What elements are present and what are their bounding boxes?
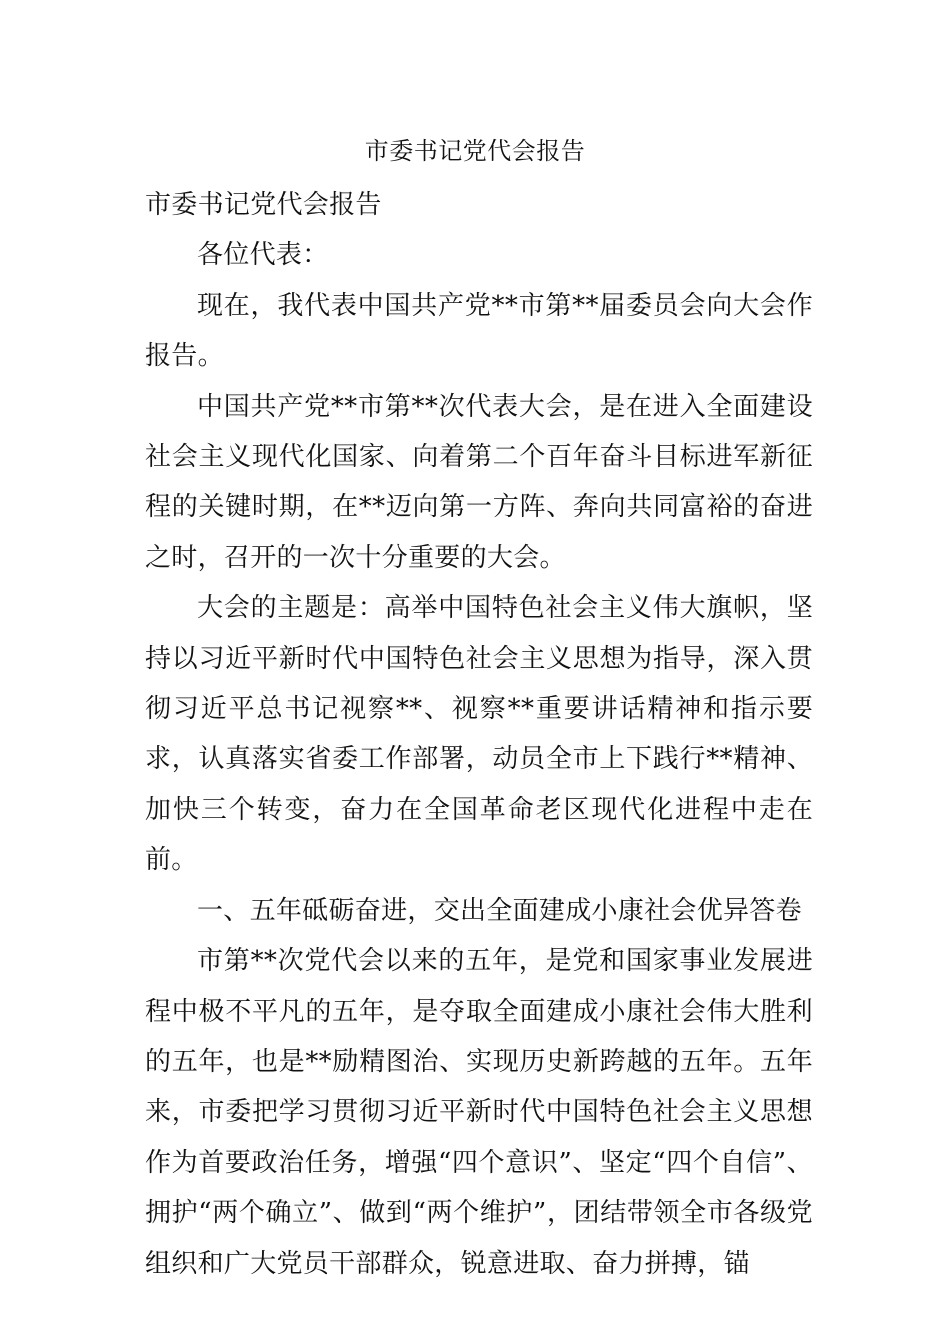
paragraph-salutation: 各位代表： — [197, 240, 329, 271]
section-heading: 一、五年砥砺奋进，交出全面建成小康社会优异答卷 — [197, 895, 802, 926]
document-body — [145, 180, 813, 1289]
paragraph-heading: 市委书记党代会报告 — [145, 190, 382, 220]
paragraph-theme: 大会的主题是：高举中国特色社会主义伟大旗帜，坚持以习近平新时代中国特色社会主义思想为指导，深入贯彻习近平总书记视察**、视察**重要讲话精神和指示要求，认真落实省委工作部署，动员全市上下践行**精神、加快三个转变，奋力在全国革命老区现代化进程中走在前。 — [145, 593, 813, 876]
page-title: 市委书记党代会报告 — [364, 137, 586, 165]
paragraph-significance: 中国共产党**市第**次代表大会，是在进入全面建设社会主义现代化国家、向着第二个百年奋斗目标进军新征程的关键时期，在**迈向第一方阵、奔向共同富裕的奋进之时，召开的一次十分重要的大会。 — [145, 391, 813, 573]
paragraph-opening: 现在，我代表中国共产党**市第**届委员会向大会作报告。 — [145, 290, 813, 372]
paragraph-five-years: 市第**次党代会以来的五年，是党和国家事业发展进程中极不平凡的五年，是夺取全面建成小康社会伟大胜利的五年，也是**励精图治、实现历史新跨越的五年。五年来，市委把学习贯彻习近平新时代中国特色社会主义思想作为首要政治任务，增强“四个意识”、坚定“四个自信”、拥护“两个确立”、做到“两个维护”，团结带领全市各级党组织和广大党员干部群众，锐意进取、奋力拼搏，锚 — [145, 946, 813, 1279]
